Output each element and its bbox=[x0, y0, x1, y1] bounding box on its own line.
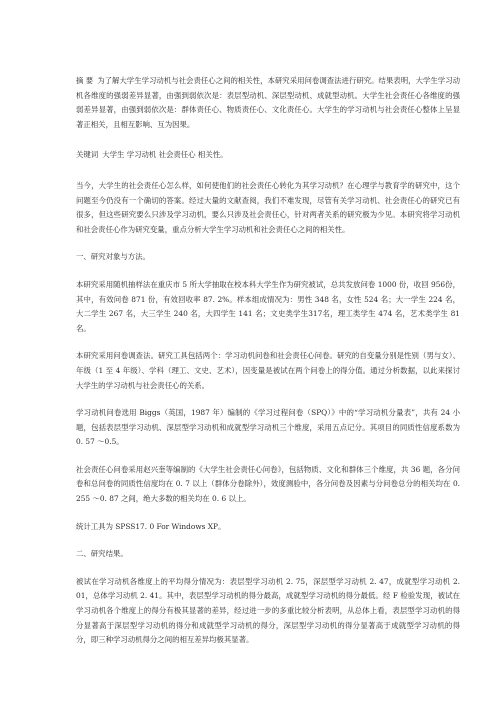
section-1-paragraph-5: 统计工具为 SPSS17. 0 For Windows XP。 bbox=[76, 521, 226, 531]
keywords-line bbox=[76, 148, 460, 163]
section-1-paragraph-2: 本研究采用问卷调查法。研究工具包括两个：学习动机问卷和社会责任心问卷。研究的自变量分别是性别（男与女）、年级（1 至 4 年级）、学科（理工、文史、艺术），因变量是被试在两个问卷上的得分值。通过分析数据，以此来探讨大学生的学习动机与社会责任心的关系。 bbox=[76, 351, 460, 390]
abstract-paragraph bbox=[76, 74, 460, 132]
abstract-text: 为了解大学生学习动机与社会责任心之间的相关性，本研究采用问卷调查法进行研究。结果表明，大学生学习动机各维度的强弱差异显著，由强到弱依次是：表层型动机、深层型动机、成就型动机。大学生社会责任心各维度的强弱差异显著，由强到弱依次是：群体责任心、物质责任心、文化责任心。大学生的学习动机与社会责任心整体上呈显著正相关，且相互影响、互为因果。 bbox=[76, 76, 460, 129]
intro-paragraph: 当今，大学生的社会责任心怎么样，如何使他们的社会责任心转化为其学习动机？在心理学与教育学的研究中，这个问题至今仍没有一个确切的答案。经过大量的文献查阅，我们不难发现，尽管有关学习动机、社会责任心的研究已有很多，但这些研究要么只涉及学习动机，要么只涉及社会责任心，针对两者关系的研究极为少见。本研究将学习动机和社会责任心作为研究变量，重点分析大学生学习动机和社会责任心之间的相关性。 bbox=[76, 180, 460, 234]
section-1-heading: 一、研究对象与方法。 bbox=[76, 252, 150, 262]
keywords-label: 关键词 bbox=[76, 150, 99, 160]
section-1-paragraph-3: 学习动机问卷选用 Biggs（英国，1987 年）编制的《学习过程问卷（SPQ）》中的“学习动机分量表”，共有 24 小题，包括表层型学习动机、深层型学习动机和成就型学习动机三个维度，采用五点记分。其项目的同质性信度系数为 0. 57 ～0.5。 bbox=[76, 408, 460, 447]
section-1-paragraph-4: 社会责任心问卷采用赵兴奎等编制的《大学生社会责任心问卷》，包括物质、文化和群体三个维度，共 36 题，各分问卷和总问卷的同质性信度均在 0. 7 以上（群体分卷除外），效度测验中，各分问卷及因素与分问卷总分的相关均在 0. 255 ～0. 87 之间，绝大多数的相关均在 0. 6 以上。 bbox=[76, 464, 460, 504]
section-1-paragraph-1: 本研究采用随机抽样法在重庆市 5 所大学抽取在校本科大学生作为研究被试，总共发放问卷 1000 份，收回 956份，其中，有效问卷 871 份，有效回收率 87. 2%。样本组成情况为：男性 348 名，女性 524 名；大一学生 224 名，大二学生 267 名，大三学生 240 名，大四学生 141 名；文史类学生317名，理工类学生 474 名，艺术类学生 81 名。 bbox=[76, 279, 460, 333]
section-2-heading: 二、研究结果。 bbox=[76, 549, 128, 559]
section-2-paragraph-1: 被试在学习动机各维度上的平均得分情况为：表层型学习动机 2. 75，深层型学习动机 2. 47，成就型学习动机 2. 01，总体学习动机 2. 41。其中，表层型学习动机的得分最高，成就型学习动机的得分最低。经 F 检验发现，被试在学习动机各个维度上的得分有极其显著的差异，经过进一步的多重比较分析表明，从总体上看，表层型学习动机的得分显著高于深层型学习动机的得分和成就型学习动机的得分，深层型学习动机的得分显著高于成就型学习动机的得分，即三种学习动机得分之间的相互差异均极其显著。 bbox=[76, 576, 460, 645]
keywords-text: 大学生 学习动机 社会责任心 相关性。 bbox=[102, 150, 228, 160]
abstract-label: 摘 要 bbox=[76, 76, 94, 85]
